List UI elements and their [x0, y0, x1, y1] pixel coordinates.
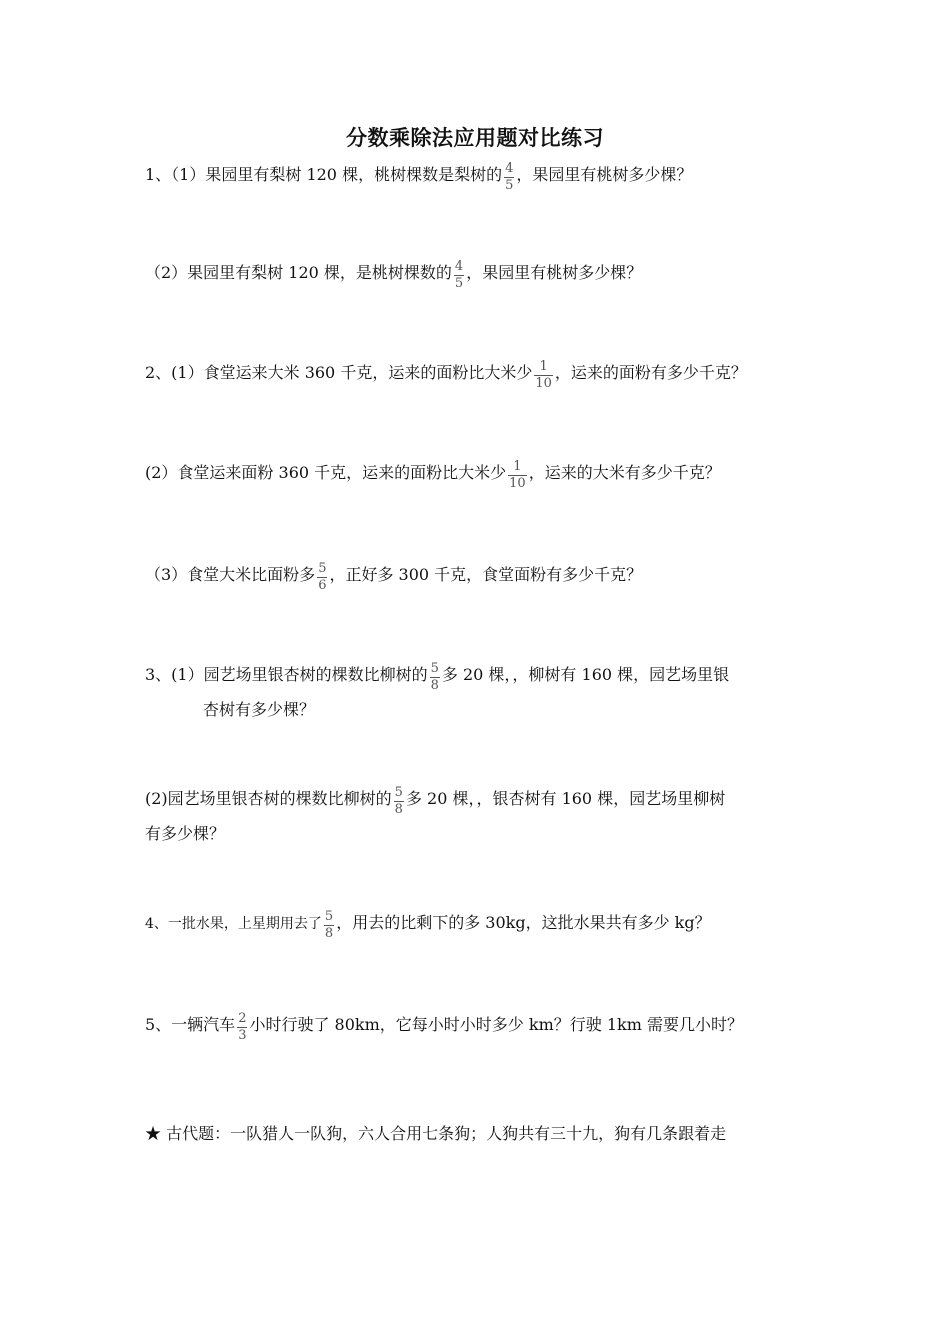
fraction: $\frac{4}{5}$ [454, 259, 464, 291]
question-text: 1、（1）果园里有梨树 120 棵，桃树棵数是梨树的 [145, 165, 503, 184]
fraction: $\frac{5}{8}$ [324, 909, 334, 941]
question-2-part-3 [145, 560, 642, 591]
question-text: (2）食堂运来面粉 360 千克，运来的面粉比大米少 [145, 463, 507, 482]
question-text: 多 20 棵，，银杏树有 160 棵，园艺场里柳树 [405, 789, 726, 808]
question-5 [145, 1010, 743, 1041]
question-2-part-2 [145, 458, 721, 489]
question-text: ，运来的大米有多少千克？ [528, 463, 721, 482]
question-text: ，果园里有桃树多少棵？ [466, 263, 643, 282]
question-3-part-2-continuation: 有多少棵？ [145, 824, 226, 843]
question-text: ，运来的面粉有多少千克？ [554, 363, 747, 382]
question-text: （2）果园里有梨树 120 棵，是桃树棵数的 [145, 263, 452, 282]
question-text: 小时行驶了 80km，它每小时小时多少 km？行驶 1km 需要几小时？ [249, 1015, 743, 1034]
fraction: $\frac{1}{10}$ [535, 359, 552, 391]
question-text: 多 20 棵，，柳树有 160 棵，园艺场里银 [441, 665, 730, 684]
question-2-part-1 [145, 358, 747, 389]
bonus-question: ★ 古代题：一队猎人一队狗，六人合用七条狗；人狗共有三十九，狗有几条跟着走 [145, 1124, 727, 1143]
question-1-part-2 [145, 258, 642, 289]
question-3-part-1-continuation: 杏树有多少棵？ [203, 700, 316, 719]
fraction: $\frac{5}{8}$ [394, 785, 403, 817]
question-text: ，用去的比剩下的多 30kg，这批水果共有多少 kg？ [336, 913, 711, 932]
page-title: 分数乘除法应用题对比练习 [346, 125, 604, 150]
question-text: （3）食堂大米比面粉多 [145, 565, 316, 584]
question-text: 2、(1）食堂运来大米 360 千克，运来的面粉比大米少 [145, 363, 533, 382]
question-text: 3、(1）园艺场里银杏树的棵数比柳树的 [145, 665, 428, 684]
fraction: $\frac{4}{5}$ [505, 161, 514, 193]
fraction: $\frac{5}{6}$ [318, 561, 327, 593]
question-text: 4、一批水果，上星期用去了 [145, 916, 322, 932]
question-1-part-1 [145, 160, 692, 191]
question-text: 5、一辆汽车 [145, 1015, 236, 1034]
question-text: (2)园艺场里银杏树的棵数比柳树的 [145, 789, 392, 808]
question-3-part-2 [145, 784, 725, 815]
fraction: $\frac{5}{8}$ [430, 661, 439, 693]
question-text: ，正好多 300 千克，食堂面粉有多少千克？ [329, 565, 643, 584]
question-4 [145, 908, 711, 939]
question-3-part-1 [145, 660, 729, 691]
fraction: $\frac{2}{3}$ [238, 1011, 247, 1043]
fraction: $\frac{1}{10}$ [509, 459, 526, 491]
question-text: ，果园里有桃树多少棵？ [516, 165, 693, 184]
